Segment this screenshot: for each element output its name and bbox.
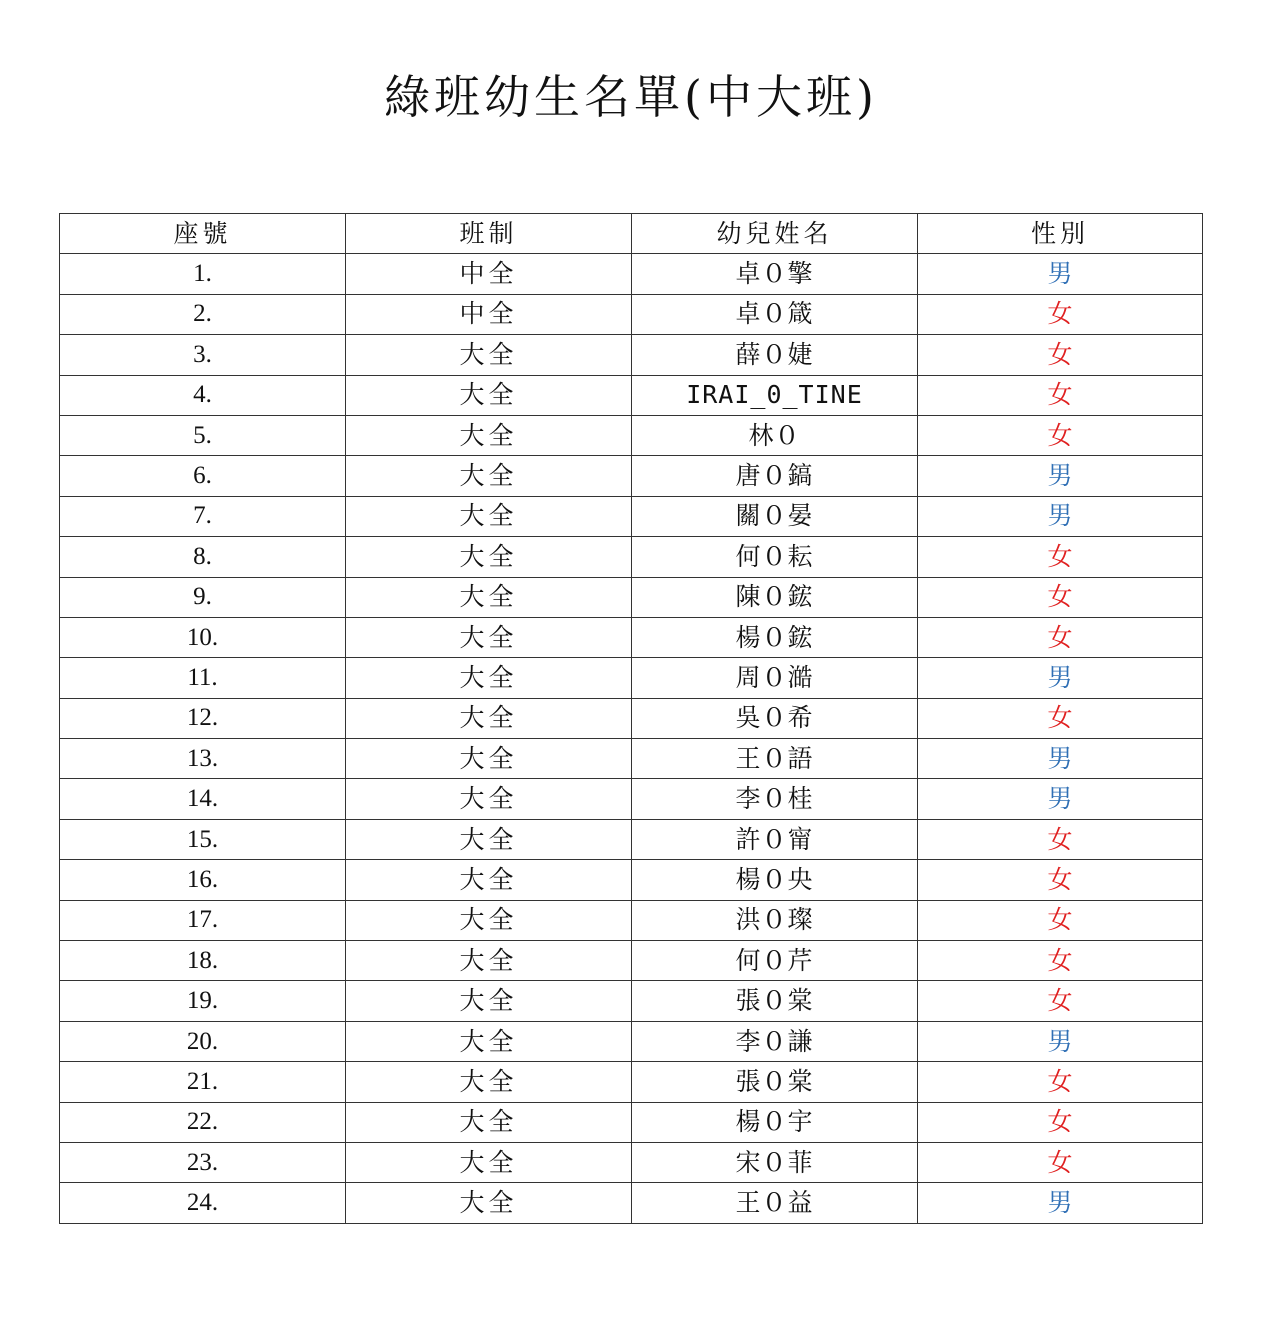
seat-number-cell: 12. [60,698,346,738]
class-type-cell: 大全 [346,375,632,415]
child-name-cell: 李０桂 [632,779,918,819]
gender-cell: 男 [918,254,1203,294]
gender-cell: 女 [918,537,1203,577]
class-type-cell: 中全 [346,294,632,334]
child-name-cell: 陳０鋐 [632,577,918,617]
class-type-cell: 大全 [346,900,632,940]
table-row [60,941,1203,981]
table-row [60,1021,1203,1061]
seat-number-cell: 8. [60,537,346,577]
class-type-cell: 大全 [346,415,632,455]
gender-cell: 女 [918,1062,1203,1102]
child-name-cell: 張０棠 [632,981,918,1021]
class-type-cell: 大全 [346,860,632,900]
gender-cell: 女 [918,1102,1203,1142]
table-row [60,658,1203,698]
gender-cell: 女 [918,294,1203,334]
seat-number-cell: 22. [60,1102,346,1142]
header-gender: 性別 [918,214,1203,254]
student-roster-table [59,213,1203,1224]
class-type-cell: 大全 [346,739,632,779]
seat-number-cell: 9. [60,577,346,617]
child-name-cell: 卓０擎 [632,254,918,294]
seat-number-cell: 23. [60,1142,346,1182]
gender-cell: 男 [918,1021,1203,1061]
table-row [60,496,1203,536]
gender-cell: 男 [918,456,1203,496]
table-row [60,1183,1203,1223]
seat-number-cell: 3. [60,335,346,375]
seat-number-cell: 14. [60,779,346,819]
child-name-cell: 洪０璨 [632,900,918,940]
seat-number-cell: 2. [60,294,346,334]
table-row [60,617,1203,657]
class-type-cell: 中全 [346,254,632,294]
gender-cell: 女 [918,860,1203,900]
child-name-cell: 卓０箴 [632,294,918,334]
seat-number-cell: 10. [60,617,346,657]
child-name-cell: 唐０鎬 [632,456,918,496]
header-class: 班制 [346,214,632,254]
child-name-cell: 楊０宇 [632,1102,918,1142]
seat-number-cell: 16. [60,860,346,900]
table-row [60,1102,1203,1142]
seat-number-cell: 6. [60,456,346,496]
seat-number-cell: 5. [60,415,346,455]
seat-number-cell: 24. [60,1183,346,1223]
child-name-cell: 王０益 [632,1183,918,1223]
table-row [60,860,1203,900]
table-row [60,981,1203,1021]
table-row [60,779,1203,819]
gender-cell: 男 [918,496,1203,536]
gender-cell: 女 [918,577,1203,617]
seat-number-cell: 20. [60,1021,346,1061]
gender-cell: 女 [918,375,1203,415]
class-type-cell: 大全 [346,1062,632,1102]
seat-number-cell: 18. [60,941,346,981]
class-type-cell: 大全 [346,1183,632,1223]
child-name-cell: 張０棠 [632,1062,918,1102]
table-row [60,415,1203,455]
table-row [60,335,1203,375]
class-type-cell: 大全 [346,537,632,577]
child-name-cell: 關０晏 [632,496,918,536]
seat-number-cell: 17. [60,900,346,940]
child-name-cell: 吳０希 [632,698,918,738]
seat-number-cell: 11. [60,658,346,698]
class-type-cell: 大全 [346,1021,632,1061]
table-row [60,900,1203,940]
header-row [60,214,1203,254]
gender-cell: 男 [918,658,1203,698]
child-name-cell: 李０謙 [632,1021,918,1061]
class-type-cell: 大全 [346,496,632,536]
gender-cell: 女 [918,415,1203,455]
gender-cell: 女 [918,941,1203,981]
table-row [60,819,1203,859]
child-name-cell: IRAI_0_TINE [632,375,918,415]
class-type-cell: 大全 [346,658,632,698]
child-name-cell: 周０澔 [632,658,918,698]
class-type-cell: 大全 [346,779,632,819]
gender-cell: 男 [918,779,1203,819]
gender-cell: 女 [918,819,1203,859]
gender-cell: 女 [918,617,1203,657]
gender-cell: 女 [918,335,1203,375]
table-row [60,375,1203,415]
gender-cell: 女 [918,900,1203,940]
table-row [60,537,1203,577]
child-name-cell: 何０芹 [632,941,918,981]
page-title: 綠班幼生名單(中大班) [384,70,878,124]
class-type-cell: 大全 [346,698,632,738]
gender-cell: 女 [918,981,1203,1021]
class-type-cell: 大全 [346,1142,632,1182]
table-row [60,577,1203,617]
child-name-cell: 何０耘 [632,537,918,577]
gender-cell: 女 [918,1142,1203,1182]
child-name-cell: 王０語 [632,739,918,779]
header-name: 幼兒姓名 [632,214,918,254]
child-name-cell: 楊０鋐 [632,617,918,657]
seat-number-cell: 21. [60,1062,346,1102]
child-name-cell: 許０甯 [632,819,918,859]
seat-number-cell: 1. [60,254,346,294]
child-name-cell: 薛０婕 [632,335,918,375]
gender-cell: 女 [918,698,1203,738]
seat-number-cell: 4. [60,375,346,415]
table-body [60,254,1203,1223]
seat-number-cell: 13. [60,739,346,779]
table-row [60,456,1203,496]
class-type-cell: 大全 [346,941,632,981]
gender-cell: 男 [918,1183,1203,1223]
table-row [60,254,1203,294]
seat-number-cell: 7. [60,496,346,536]
child-name-cell: 宋０菲 [632,1142,918,1182]
class-type-cell: 大全 [346,1102,632,1142]
gender-cell: 男 [918,739,1203,779]
table-row [60,698,1203,738]
class-type-cell: 大全 [346,617,632,657]
header-seat: 座號 [60,214,346,254]
class-type-cell: 大全 [346,577,632,617]
child-name-cell: 林０ [632,415,918,455]
class-type-cell: 大全 [346,456,632,496]
child-name-cell: 楊０央 [632,860,918,900]
seat-number-cell: 15. [60,819,346,859]
table-header [60,214,1203,254]
seat-number-cell: 19. [60,981,346,1021]
class-type-cell: 大全 [346,819,632,859]
table-row [60,1062,1203,1102]
table-row [60,294,1203,334]
class-type-cell: 大全 [346,335,632,375]
table-row [60,1142,1203,1182]
table-row [60,739,1203,779]
class-type-cell: 大全 [346,981,632,1021]
